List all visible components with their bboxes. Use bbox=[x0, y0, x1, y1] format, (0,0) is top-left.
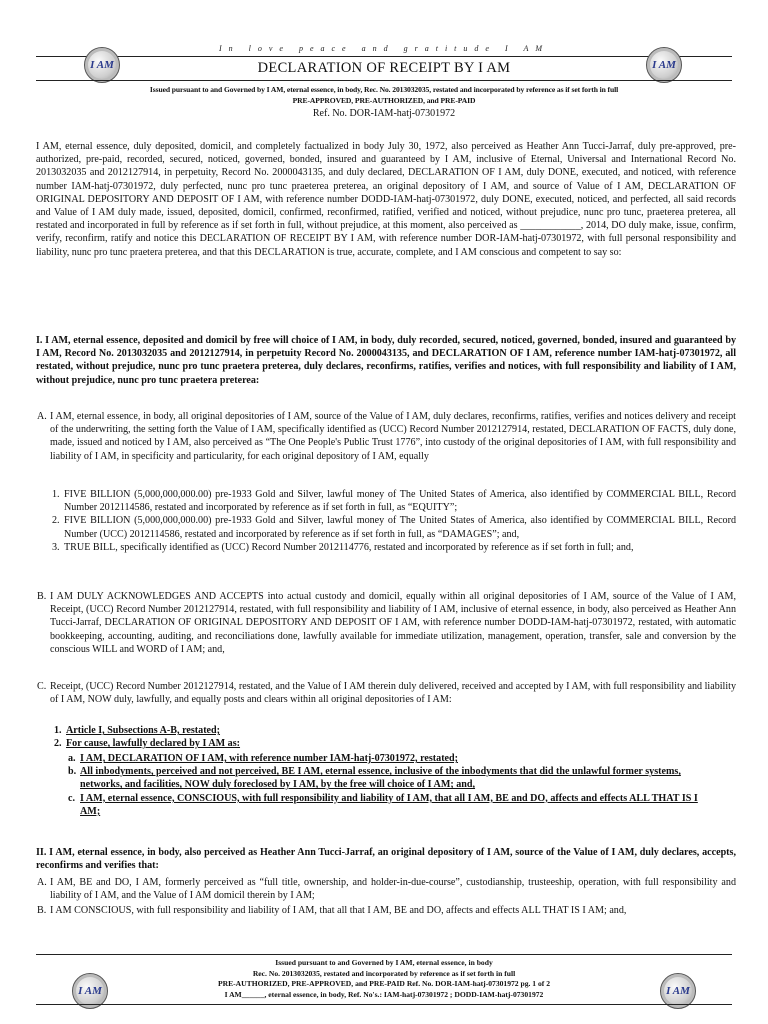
document-title: DECLARATION OF RECEIPT BY I AM bbox=[257, 60, 511, 76]
section-1-C-list bbox=[54, 724, 736, 750]
footer-line-1: Issued pursuant to and Governed by I AM, eternal essence, in body bbox=[275, 958, 493, 967]
list-item: 1. Article I, Subsections A-B, restated; bbox=[54, 725, 221, 736]
section-1-item-C bbox=[37, 680, 736, 706]
footer-line-3: PRE-AUTHORIZED, PRE-APPROVED, and PRE-PAID Ref. No. DOR-IAM-hatj-07301972 pg. 1 of 2 bbox=[217, 979, 551, 988]
footer-text bbox=[0, 958, 768, 1000]
section-2-heading: II. I AM, eternal essence, in body, also perceived as Heather Ann Tucci-Jarraf, an original depository of I AM, source of the Value of I AM, duly declares, accepts, reconfirms and verifies that: bbox=[36, 847, 736, 872]
item-text: Receipt, (UCC) Record Number 2012127914, restated, and the Value of I AM therein duly delivered, received and accepted by I AM, with full responsibility and liability of I AM, NOW duly, lawfully, and equally posts and clears within all original depositories of I AM: bbox=[50, 681, 736, 706]
list-item: c. I AM, eternal essence, CONSCIOUS, with full responsibility and liability of I AM, that all I AM, BE and DO, affects and effects ALL THAT IS I AM; bbox=[68, 792, 698, 817]
issued-line-1: Issued pursuant to and Governed by I AM, eternal essence, in body, Rec. No. 2013032035, restated and incorporated by reference as if set forth in full bbox=[149, 85, 619, 94]
section-1-item-A bbox=[37, 410, 736, 463]
section-2-item-B bbox=[37, 904, 736, 917]
list-item: 2. For cause, lawfully declared by I AM as: bbox=[54, 738, 241, 750]
intro-paragraph: I AM, eternal essence, duly deposited, domicil, and completely factualized in body July 30, 1972, also perceived as Heather Ann Tucci-Jarraf, duly pre-approved, pre-authorized, pre-paid, recorded, secured, noticed, governed, bonded, insured and guaranteed by I AM, inclusive of Eternal, Universal and International Record No. 2013032035 and 2012127914, in perpetuity, Record No. 2000043135, and duly declared, DECLARATION OF I AM, duly DONE, executed, and noticed, with reference number IAM-hatj-07301972, duly perfected, nunc pro tunc praeterea preterea, an original depository of I AM, and source of Value of I AM, DECLARATION OF ORIGINAL DEPOSITORY AND DEPOSIT OF I AM, with reference number DODD-IAM-hatj-07301972, duly DONE, executed, noticed, and perfected, all said records and Value of I AM duly made, issued, deposited, domicil, confirmed, reconfirmed, ratified, verified and noticed, without prejudice, nunc pro tunc, praeterea preterea, all restated and incorporated in full by reference as if set forth in full, without prejudice, at this moment, also perceived as ____________, 2014, DO duly make, issue, confirm, verify, reconfirm, ratify and notice this DECLARATION OF RECEIPT BY I AM, with reference number DOR-IAM-hatj-07301972, with full personal responsibility and liability, nunc pro tunc praetera preterea, and that this DECLARATION is true, accurate, complete, and I AM conscious and competent to say so: bbox=[36, 141, 736, 258]
item-text: I AM, eternal essence, in body, all original depositories of I AM, source of the Value of I AM, duly declares, reconfirms, ratifies, verifies and notices delivery and receipt of the underwriting, the setting forth the Value of I AM, specifically identified as (UCC) Record Number 2012127914, restated, DECLARATION OF FACTS, duly done, made, issued and noticed by I AM, also perceived as “The One People's Public Trust 1776”, into custody of the original depositories of I AM, with full responsibility and liability of I AM, in specificity and particularity, for each original depository of I AM, equally bbox=[50, 411, 736, 462]
section-1-item-B bbox=[37, 590, 736, 656]
item-marker: B. bbox=[37, 905, 47, 916]
seal-text: I AM bbox=[666, 985, 690, 997]
section-1-A-list bbox=[52, 488, 736, 554]
list-item: 2. FIVE BILLION (5,000,000,000.00) pre-1933 Gold and Silver, lawful money of The United States of America, also identified by COMMERCIAL BILL, Record Number (UCC) 2012114586, restated and incorporated by reference as if set forth in full, as “DAMAGES”; and, bbox=[52, 515, 736, 540]
section-1-heading: I. I AM, eternal essence, deposited and domicil by free will choice of I AM, in body, duly recorded, secured, noticed, governed, bonded, insured and guaranteed by I AM, Record No. 2013032035 and 2012127914, in perpetuity Record No. 2000043135, and DECLARATION OF I AM, reference number IAM-hatj-07301972, all restated, without prejudice, nunc pro tunc praetera preterea, duly declares, reconfirms, ratifies, verifies and notices, with full responsibility and liability of I AM, without prejudice, nunc pro tunc praetera preterea: bbox=[36, 335, 736, 386]
list-item: b. All inbodyments, perceived and not perceived, BE I AM, eternal essence, inclusive of the inbodyments that did the unlawful former systems, networks, and facilities, NOW duly foreclosed by I AM, by the free will choice of I AM; and, bbox=[68, 766, 681, 791]
section-2-item-A bbox=[37, 876, 736, 902]
header-rule-top bbox=[36, 56, 732, 57]
footer-line-4: I AM______, eternal essence, in body, Ref. No's.: IAM-hatj-07301972 ; DODD-IAM-hatj-07301972 bbox=[224, 989, 544, 999]
list-item: 1. FIVE BILLION (5,000,000,000.00) pre-1933 Gold and Silver, lawful money of The United States of America, also identified by COMMERCIAL BILL, Record Number 2012114586, restated and incorporated by reference as if set forth in full, as “EQUITY”; bbox=[52, 489, 736, 514]
seal-text: I AM bbox=[78, 985, 102, 997]
footer-rule-top bbox=[36, 954, 732, 955]
footer-rule-bottom bbox=[36, 1004, 732, 1005]
item-marker: A. bbox=[37, 411, 47, 422]
issued-line-2: PRE-APPROVED, PRE-AUTHORIZED, and PRE-PAID bbox=[292, 96, 476, 105]
list-item: a. I AM, DECLARATION OF I AM, with reference number IAM-hatj-07301972, restated; bbox=[68, 753, 459, 764]
reference-number: Ref. No. DOR-IAM-hatj-07301972 bbox=[312, 108, 456, 119]
item-marker: C. bbox=[37, 681, 47, 692]
item-text: I AM, BE and DO, I AM, formerly perceived as “full title, ownership, and holder-in-due-course”, custodianship, trusteeship, operation, with full responsibility and liability of I AM, and the Value of I AM domicil therein by I AM; bbox=[50, 877, 736, 902]
item-marker: A. bbox=[37, 877, 47, 888]
footer-line-2: Rec. No. 2013032035, restated and incorporated by reference as if set forth in full bbox=[252, 968, 516, 978]
item-marker: B. bbox=[37, 591, 47, 602]
motto: In love peace and gratitude I AM bbox=[218, 44, 550, 53]
item-text: I AM DULY ACKNOWLEDGES AND ACCEPTS into actual custody and domicil, equally within all original depositories of I AM, source of the Value of I AM, Receipt, (UCC) Record Number 2012127914, restated, with full responsibility and liability of I AM, inclusive of eternal essence, in body, also perceived as Heather Ann Tucci-Jarraf, DECLARATION OF ORIGINAL DEPOSITORY AND DEPOSIT OF I AM, with reference number DODD-IAM-hatj-07301972, restated, with automatic bookkeeping, accounting, auditing, and reconciliations done, lawfully available for immediate utilization, management, operation, transfer, sale and conversion by the conscious WILL and WORD of I AM; and, bbox=[50, 591, 736, 655]
issued-header bbox=[0, 84, 768, 106]
seal-text: I AM bbox=[90, 59, 114, 71]
section-1-C-sublist bbox=[68, 752, 700, 818]
list-item: 3. TRUE BILL, specifically identified as (UCC) Record Number 2012114776, restated and incorporated by reference as if set forth in full; and, bbox=[52, 541, 634, 553]
item-text: I AM CONSCIOUS, with full responsibility and liability of I AM, that all that I AM, BE and DO, affects and effects ALL THAT IS I AM; and, bbox=[50, 905, 627, 916]
header-rule-bottom bbox=[36, 80, 732, 81]
seal-text: I AM bbox=[652, 59, 676, 71]
